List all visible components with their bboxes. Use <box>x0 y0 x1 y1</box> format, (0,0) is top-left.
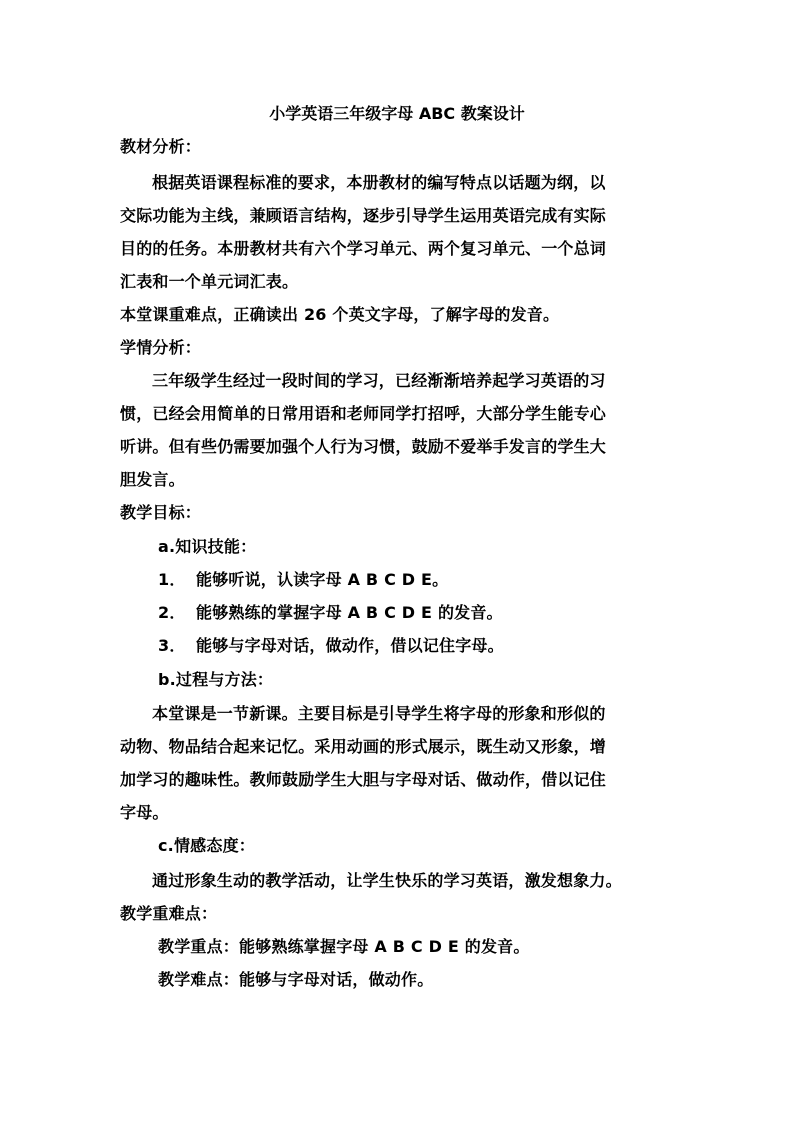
goal-b-paragraph-line: 动物、物品结合起来记忆。采用动画的形式展示，既生动又形象，增 <box>120 737 607 756</box>
goal-item-text: 能够听说，认读字母 A B C D E。 <box>196 570 449 589</box>
goal-list-item <box>158 570 448 590</box>
material-paragraph-line: 交际功能为主线，兼顾语言结构，逐步引导学生运用英语完成有实际 <box>120 206 607 225</box>
goal-b-heading: b.过程与方法： <box>158 670 274 689</box>
goal-item-text: 能够熟练的掌握字母 A B C D E 的发音。 <box>196 603 503 622</box>
material-key-sentence: 本堂课重难点，正确读出 26 个英文字母，了解字母的发音。 <box>120 305 560 324</box>
goal-c-paragraph-line: 通过形象生动的教学活动，让学生快乐的学习英语，激发想象力。 <box>152 871 622 890</box>
goal-item-number: 3． <box>158 636 186 655</box>
goal-item-number: 1． <box>158 570 186 589</box>
goals-heading: 教学目标： <box>120 503 202 522</box>
material-heading: 教材分析： <box>120 137 202 156</box>
student-paragraph-line: 胆发言。 <box>120 470 185 489</box>
key-heading: 教学重难点： <box>120 904 218 923</box>
goal-item-number: 2． <box>158 603 186 622</box>
goal-list-item <box>158 636 504 656</box>
student-paragraph-line: 惯，已经会用简单的日常用语和老师同学打招呼，大部分学生能专心 <box>120 404 607 423</box>
goal-b-paragraph-line: 字母。 <box>120 803 169 822</box>
material-paragraph-line: 根据英语课程标准的要求，本册教材的编写特点以话题为纲，以 <box>152 173 606 192</box>
goal-item-text: 能够与字母对话，做动作，借以记住字母。 <box>196 636 504 655</box>
material-paragraph-line: 目的的任务。本册教材共有六个学习单元、两个复习单元、一个总词 <box>120 239 607 258</box>
key-point: 教学重点：能够熟练掌握字母 A B C D E 的发音。 <box>158 937 530 956</box>
goal-b-paragraph-line: 本堂课是一节新课。主要目标是引导学生将字母的形象和形似的 <box>152 704 606 723</box>
student-paragraph-line: 听讲。但有些仍需要加强个人行为习惯，鼓励不爱举手发言的学生大 <box>120 437 607 456</box>
goal-list-item <box>158 603 503 623</box>
goal-a-heading: a.知识技能： <box>158 537 257 556</box>
student-paragraph-line: 三年级学生经过一段时间的学习，已经渐渐培养起学习英语的习 <box>152 371 606 390</box>
material-paragraph-line: 汇表和一个单元词汇表。 <box>120 272 299 291</box>
document-title: 小学英语三年级字母 ABC 教案设计 <box>269 104 525 123</box>
difficult-point: 教学难点：能够与字母对话，做动作。 <box>158 970 434 989</box>
goal-b-paragraph-line: 加学习的趣味性。教师鼓励学生大胆与字母对话、做动作，借以记住 <box>120 770 607 789</box>
student-heading: 学情分析： <box>120 338 202 357</box>
goal-c-heading: c.情感态度： <box>158 836 255 855</box>
